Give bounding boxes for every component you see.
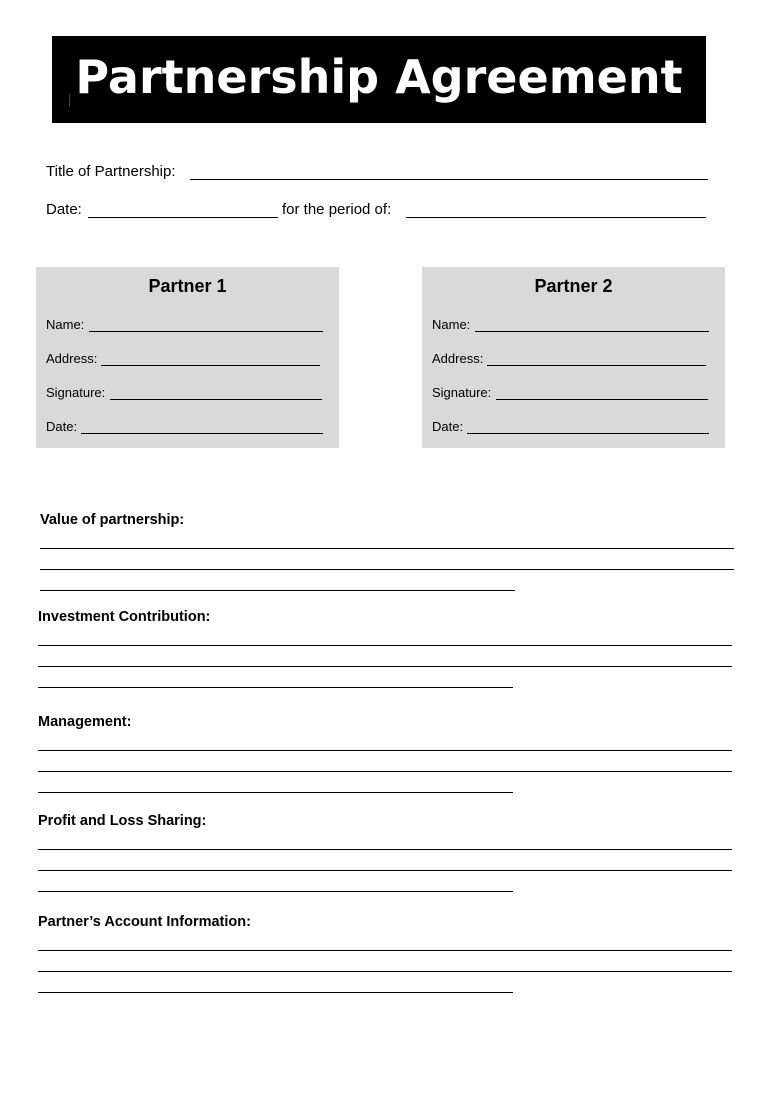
partner-1-name-line[interactable] — [89, 331, 323, 332]
section-heading: Investment Contribution: — [38, 609, 211, 625]
answer-line[interactable] — [38, 750, 732, 751]
partner-1-box — [36, 267, 339, 448]
answer-line[interactable] — [38, 666, 732, 667]
date-label: Date: — [46, 201, 82, 218]
partner-2-date-line[interactable] — [467, 433, 709, 434]
section-heading: Value of partnership: — [40, 512, 185, 528]
answer-line[interactable] — [38, 849, 732, 850]
partner-2-box — [422, 267, 725, 448]
date-line[interactable] — [88, 217, 278, 218]
answer-line[interactable] — [40, 590, 515, 591]
answer-line[interactable] — [40, 548, 734, 549]
answer-line[interactable] — [38, 792, 513, 793]
banner-mark — [69, 94, 70, 107]
partner-2-signature-line[interactable] — [496, 399, 708, 400]
section-heading: Profit and Loss Sharing: — [38, 813, 207, 829]
partner-1-heading: Partner 1 — [148, 276, 227, 296]
document-title: Partnership Agreement — [75, 50, 683, 104]
partner-1-signature-line[interactable] — [110, 399, 322, 400]
partner-2-date-label: Date: — [432, 419, 464, 434]
answer-line[interactable] — [38, 891, 513, 892]
section-heading: Management: — [38, 714, 132, 730]
answer-line[interactable] — [38, 645, 732, 646]
partner-1-address-label: Address: — [46, 351, 98, 366]
answer-line[interactable] — [40, 569, 734, 570]
partner-2-name-line[interactable] — [475, 331, 709, 332]
period-line[interactable] — [406, 217, 706, 218]
title-banner — [52, 36, 706, 123]
partner-1-date-label: Date: — [46, 419, 78, 434]
partner-1-address-line[interactable] — [101, 365, 320, 366]
answer-line[interactable] — [38, 992, 513, 993]
answer-line[interactable] — [38, 771, 732, 772]
title-of-partnership-label: Title of Partnership: — [46, 163, 176, 180]
partner-2-name-label: Name: — [432, 317, 471, 332]
answer-line[interactable] — [38, 687, 513, 688]
partner-2-heading: Partner 2 — [534, 276, 613, 296]
title-of-partnership-line[interactable] — [190, 179, 708, 180]
answer-line[interactable] — [38, 870, 732, 871]
section-heading: Partner’s Account Information: — [38, 914, 251, 930]
partner-2-address-label: Address: — [432, 351, 484, 366]
partner-1-date-line[interactable] — [81, 433, 323, 434]
answer-line[interactable] — [38, 971, 732, 972]
partner-1-signature-label: Signature: — [46, 385, 106, 400]
partner-1-name-label: Name: — [46, 317, 85, 332]
period-label: for the period of: — [282, 201, 392, 218]
partner-2-signature-label: Signature: — [432, 385, 492, 400]
partner-2-address-line[interactable] — [487, 365, 706, 366]
answer-line[interactable] — [38, 950, 732, 951]
